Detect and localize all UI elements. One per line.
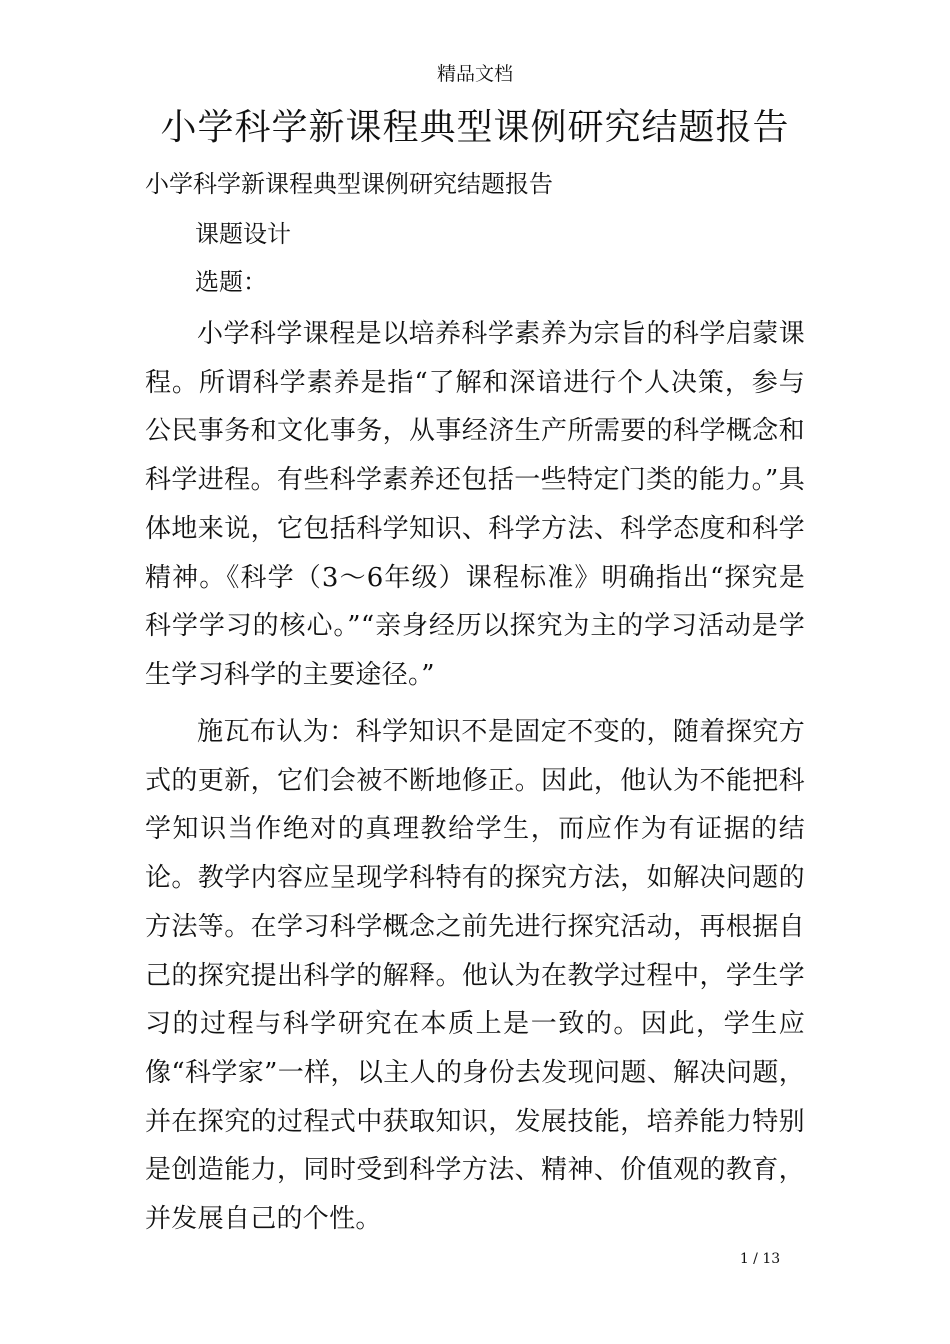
section-heading-design: 课题设计	[195, 220, 291, 248]
page-number: 1 / 13	[739, 1251, 781, 1267]
document-title: 小学科学新课程典型课例研究结题报告	[160, 107, 790, 148]
body-paragraph: 小学科学课程是以培养科学素养为宗旨的科学启蒙课程。所谓科学素养是指“了解和深谙进行个人决策，参与公民事务和文化事务，从事经济生产所需要的科学概念和科学进程。有些科学素养还包括一些特定门类的能力。”具体地来说，它包括科学知识、科学方法、科学态度和科学精神。《科学（3～6年级）课程标准》明确指出“探究是科学学习的核心。”“亲身经历以探究为主的学习活动是学生学习科学的主要途径。”	[145, 319, 805, 690]
document-subtitle: 小学科学新课程典型课例研究结题报告	[145, 170, 553, 198]
page-header: 精品文档	[436, 63, 513, 85]
body-paragraph: 施瓦布认为：科学知识不是固定不变的，随着探究方式的更新，它们会被不断地修正。因此，他认为不能把科学知识当作绝对的真理教给学生，而应作为有证据的结论。教学内容应呈现学科特有的探究方法，如解决问题的方法等。在学习科学概念之前先进行探究活动，再根据自己的探究提出科学的解释。他认为在教学过程中，学生学习的过程与科学研究在本质上是一致的。因此，学生应像“科学家”一样，以主人的身份去发现问题、解决问题，并在探究的过程式中获取知识，发展技能，培养能力特别是创造能力，同时受到科学方法、精神、价值观的教育，并发展自己的个性。	[145, 717, 805, 1235]
section-heading-topic: 选题：	[195, 268, 267, 296]
